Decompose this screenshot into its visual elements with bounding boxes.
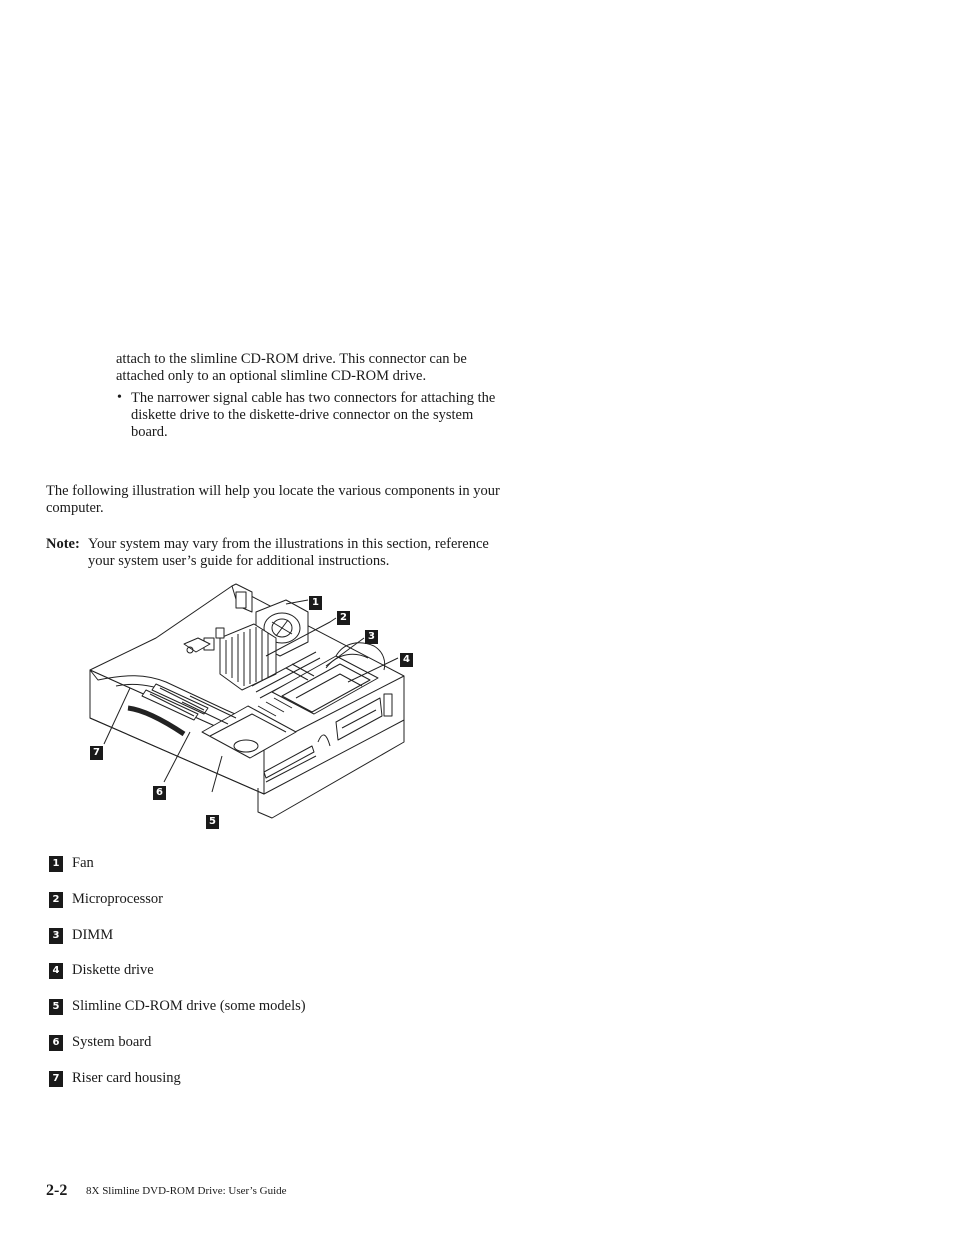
callout-3: 3	[365, 630, 378, 644]
callout-4: 4	[400, 653, 413, 667]
bullet-text-line-3: board.	[131, 424, 168, 440]
legend-label-diskette-drive: Diskette drive	[72, 962, 154, 978]
legend-number-3: 3	[49, 928, 63, 944]
callout-2: 2	[337, 611, 350, 625]
legend-number-2: 2	[49, 892, 63, 908]
legend-number-4: 4	[49, 963, 63, 979]
page-number: 2-2	[46, 1182, 68, 1199]
guide-title: 8X Slimline DVD-ROM Drive: User’s Guide	[86, 1185, 287, 1197]
callout-7: 7	[90, 746, 103, 760]
bullet-text-line-1: The narrower signal cable has two connectors for attaching the	[131, 390, 496, 406]
continuation-text-line-1: attach to the slimline CD-ROM drive. This connector can be	[116, 351, 467, 367]
callout-5: 5	[206, 815, 219, 829]
legend-label-riser-card-housing: Riser card housing	[72, 1070, 181, 1086]
note-text-line-2: your system user’s guide for additional instructions.	[88, 553, 390, 569]
computer-components-illustration	[86, 582, 426, 834]
note-label: Note:	[46, 536, 80, 552]
note-text-line-1: Your system may vary from the illustrations in this section, reference	[88, 536, 489, 552]
callout-1: 1	[309, 596, 322, 610]
legend-number-6: 6	[49, 1035, 63, 1051]
legend-label-microprocessor: Microprocessor	[72, 891, 164, 907]
bullet-marker: •	[117, 390, 122, 405]
legend-label-dimm: DIMM	[72, 927, 114, 943]
bullet-text-line-2: diskette drive to the diskette-drive connector on the system	[131, 407, 474, 423]
legend-number-5: 5	[49, 999, 63, 1015]
continuation-text-line-2: attached only to an optional slimline CD-ROM drive.	[116, 368, 427, 384]
callout-6: 6	[153, 786, 166, 800]
legend-number-7: 7	[49, 1071, 63, 1087]
legend-number-1: 1	[49, 856, 63, 872]
legend-label-system-board: System board	[72, 1034, 152, 1050]
intro-text-line-1: The following illustration will help you locate the various components in your	[46, 483, 500, 499]
intro-text-line-2: computer.	[46, 500, 104, 516]
legend-label-fan: Fan	[72, 855, 94, 871]
legend-label-cd-rom-drive: Slimline CD-ROM drive (some models)	[72, 998, 306, 1014]
computer-line-drawing	[86, 582, 426, 834]
